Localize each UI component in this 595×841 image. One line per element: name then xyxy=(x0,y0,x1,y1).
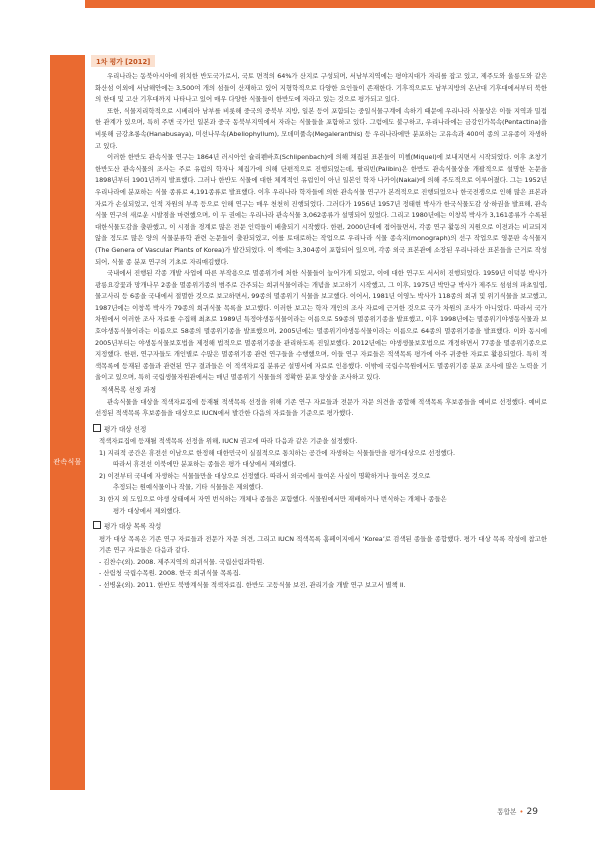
reference-item: - 선병윤(외). 2011. 한반도 북방계식물 적색자료집. 한반도 고등식물 보전, 관리기술 개발 연구 보고서 별책 II. xyxy=(99,580,406,589)
paragraph-endangered-history: 국내에서 진행된 각종 개발 사업에 따른 부작용으로 멸종위기에 처한 식물들이 늘어가게 되었고, 이에 대한 연구도 서서히 진행되었다. 1959년 이덕봉 박사가 광릉요강꽃과 망개나무 2종을 멸종위기종의 범주로 간주되는 희귀식물이라는 개념을 보고하기 시작했고, 그 이후, 1975년 박만규 박사가 제주도 섬섬의 파초일엽, 물고사리 등 6종을 국내에서 절멸한 것으로 보고하면서, 99종의 멸종위기 식물을 보고했다. 이어서, 1981년 이영노 박사가 118종의 희귀 및 위기식물을 보고했고, 1987년에는 이창복 박사가 79종의 희귀식물 목록을 보고했다. 이러한 보고는 학자 개인의 조사 자료에 근거한 것으로 국가 차원의 조사가 아니었다. 따라서 국가 차원에서 이러한 조사 자료를 수집해 최초로 1989년 특정야생동식물이라는 이름으로 59종의 멸종위기종을 발표했고, 이후 1998년에는 멸종위기야생동식물과 보호야생동식물이라는 이름으로 58종의 멸종위기종을 발표했으며, 2005년에는 멸종위기야생동식물이라는 이름으로 64종의 멸종위기종을 발표했다. 이와 동시에 2005년부터는 야생동식물보호법을 제정해 법적으로 멸종위기종을 관리하도록 진일보했다. 2012년에는 야생생물보호법으로 개정하면서 77종을 멸종위기종으로 지정했다. 한편, 연구자들도 개인별로 수많은 멸종위기종 관련 연구들을 수행했으며, 이들 연구 자료들은 적색목록 평가에 아주 귀중한 자료로 활용되었다. 특히 적색목록에 등재된 종들과 관련된 연구 결과들은 이 적색자료집 분류군 설명서에 자료로 인용했다. 이밖에 국립수목원에서도 멸종위기종 분포 조사에 많은 노력을 기울이고 있으며, 특히 국립생물자원관에서는 매년 멸종위기 식물들의 정확한 분포 양상을 조사하고 있다. xyxy=(95,269,547,382)
section-sidebar xyxy=(50,55,85,790)
checkbox-square-icon xyxy=(93,521,101,529)
assessment-tag: 1차 평가 [2012] xyxy=(91,55,155,67)
sidebar-section-label: 관속식물 xyxy=(53,458,82,466)
target-item-3-cont: 평가 대상에서 제외했다. xyxy=(113,506,181,515)
reference-item: - 김찬수(외). 2008. 제주지역의 희귀식물. 국립산림과학원. xyxy=(99,557,265,566)
footer-dot-icon: • xyxy=(519,808,524,816)
paragraph-research-history: 이러한 한반도 관속식물 연구는 1864년 러시아인 슐리펜바흐(Schlipenbach)에 의해 채집된 표본들이 미첼(Miquel)에 보내지면서 시작되었다. 이후 초창기 한반도산 관속식물의 조사는 주로 유럽의 학자나 체집가에 의해 단편적으로 진행되었는데, 팔리빈(Palibin)은 한반도 관속식물상을 개괄적으로 설명한 논문을 1898년부터 1901년까지 발표했다. 그러나 한반도 식물에 대한 체계적인 유럽인이 아닌 일본인 학자 나카이(Nakai)에 의해 주도적으로 이루어졌다. 그는 1952년 우리나라에 분포하는 식물 종류로 4,191종류로 발표했다. 이후 우리나라 학자들에 의한 관속식물 연구가 본격적으로 진행되었으나 한국전쟁으로 인해 많은 표본과 자료가 손실되었고, 인적 자원의 부족 등으로 인해 연구는 매우 천천히 진행되었다. 그러다가 1956년 1957년 정태현 박사가 한국식물도감 상·하권을 발표해, 관속식물 연구의 새로운 시발점을 마련했으며, 이 두 권에는 우리나라 관속식물 3,062종류가 설명되어 있었다. 그리고 1980년에는 이창복 박사가 3,161종류가 수록된 대한식물도감을 출판했고, 이 시점을 경계로 많은 전문 인력들이 배출되기 시작했다. 한편, 2000년대에 접어들면서, 각종 연구 활동의 지원으로 이전과는 비교되지 않을 정도로 많은 양의 식물분류학 관련 논문들이 출판되었고, 이를 토대로하는 작업으로 우리나라 식물 종속지(monograph)의 선구 작업으로 영문판 속식물지(The Genera of Vascular Plants of Korea)가 발간되었다. 이 책에는 3,304종이 포함되어 있으며, 각종 외국 표본관에 소장된 우리나라산 표본들을 근거로 작성되어, 식물 종 분포 연구의 기초로 자리매김했다. xyxy=(95,153,547,266)
page-footer xyxy=(497,806,538,817)
page-number: 29 xyxy=(526,807,538,817)
checkbox-square-icon xyxy=(93,424,101,432)
target-item-3: 3) 한지 외 도입으로 야생 상태에서 자연 번식하는 개체나 종들은 포함했다. 식물원에서만 재배하거나 번식하는 개체나 종들은 xyxy=(99,495,447,504)
target-heading-row xyxy=(91,424,547,436)
target-intro: 적색자료집에 등재될 적색목록 선정을 위해, IUCN 권고에 따라 다음과 같은 기준을 설정했다. xyxy=(99,437,358,446)
list-heading: 평가 대상 목록 작성 xyxy=(104,522,162,531)
target-item-1: 1) 지리적 공간은 휴전선 이남으로 한정해 대한민국이 실질적으로 통치하는 공간에 자생하는 식물들만을 평가대상으로 선정했다. xyxy=(99,448,456,457)
top-accent-bar xyxy=(85,0,595,8)
main-content xyxy=(91,49,547,592)
target-item-1-cont: 따라서 휴전선 이북에만 분포하는 종들은 평가 대상에서 제외했다. xyxy=(113,460,296,469)
target-item-2-cont: 추정되는 원예식물이나 작물, 기타 식물들은 제외했다. xyxy=(113,483,264,492)
footer-label: 통합본 xyxy=(497,808,517,816)
reference-item: - 산림청 국립수목원. 2008. 한국 희귀식물 목록집. xyxy=(99,569,241,578)
target-heading: 평가 대상 선정 xyxy=(104,425,147,434)
list-text: 평가 대상 목록은 기존 연구 자료들과 전문가 자문 의견, 그리고 IUCN 적색목록 홈페이지에서 ‘Korea’로 검색된 종들을 종합했다. 평가 대상 목록 작성에 참고한 기존 연구 자료들은 다음과 같다. xyxy=(99,534,547,555)
selection-heading: 적색목록 선정 과정 xyxy=(101,386,157,395)
paragraph-intro: 우리나라는 동북아시아에 위치한 반도국가로서, 국토 면적의 64%가 산지로 구성되며, 서남부지역에는 평야지대가 자리를 잡고 있고, 제주도와 울릉도와 같은 화산섬 이외에 서남해안에는 3,500여 개의 섬들이 산재하고 있어 지형학적으로 다양한 요인들이 존재한다. 기후적으로도 남부지방의 온난대 기후대에서부터 북한의 한대 및 고산 기후대까지 나타나고 있어 매우 다양한 식물들이 한반도에 자라고 있는 것으로 평가되고 있다. xyxy=(95,72,547,104)
paragraph-phytogeography: 또한, 식물지리학적으로 시베리아 남부를 비롯해 중국의 중북부 지방, 일본 등이 포함되는 중일식물구계에 속하기 때문에 우리나라 식물상은 이들 지역과 밀접한 관계가 있으며, 특히 주변 국가인 일본과 중국 동북부지역에서 자라는 식물들을 포함하고 있다. 그럼에도 불구하고, 우리나라에는 금강인가목속(Pentactina)을 비롯해 금강초롱속(Hanabusaya), 미선나무속(Abeliophyllum), 모데미풀속(Megaleranthis) 등 우리나라에만 분포하는 고유속과 400여 종의 고유종이 자생하고 있다. xyxy=(95,106,547,150)
target-item-2: 2) 이전부터 국내에 자생하는 식물들만을 대상으로 선정했다. 따라서 외국에서 들여온 사실이 명확하거나 들여온 것으로 xyxy=(99,471,431,480)
selection-text: 관속식물을 대상을 적색자료집에 등재될 적색목록 선정을 위해 기존 연구 자료들과 전문가 자문 의견을 종합해 적색목록 후보종들을 예비로 선정했다. 예비로 선정된 적색목록 후보종들을 대상으로 IUCN에서 발간한 다음의 자료들을 기준으로 평가했다. xyxy=(95,397,547,418)
list-heading-row xyxy=(91,521,547,533)
